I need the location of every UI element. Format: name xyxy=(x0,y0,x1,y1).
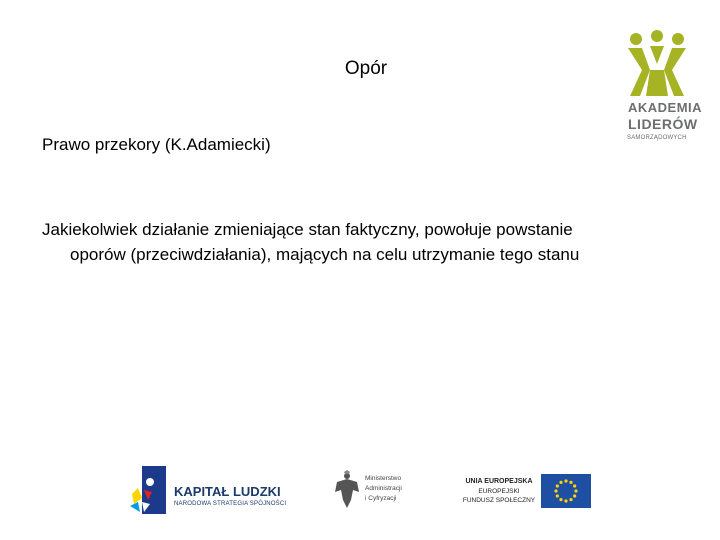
eu-star xyxy=(556,494,559,497)
eu-star xyxy=(559,481,562,484)
eu-star xyxy=(556,484,559,487)
ministerstwo-text: Ministerstwo Administracji i Cyfryzacji xyxy=(365,475,402,502)
ue-title: UNIA EUROPEJSKA xyxy=(465,478,533,485)
body-line-1: Jakiekolwiek działanie zmieniające stan faktyczny, powołuje powstanie xyxy=(42,220,573,239)
slide-subtitle: Prawo przekory (K.Adamiecki) xyxy=(42,135,271,154)
logo-text-akademia: AKADEMIA xyxy=(628,100,703,115)
body-line-2: oporów (przeciwdziałania), mających na celu utrzymanie tego stanu xyxy=(70,245,580,264)
slide-title: Opór xyxy=(344,58,388,79)
eu-star xyxy=(554,489,557,492)
eu-star xyxy=(573,484,576,487)
slide-body xyxy=(42,217,642,267)
footer-logos xyxy=(128,460,598,520)
eu-star xyxy=(573,494,576,497)
logo-text-liderow: LIDERÓW xyxy=(628,116,698,132)
kapital-ludzki-subtitle: NARODOWA STRATEGIA SPÓJNOŚCI xyxy=(174,501,287,507)
eu-star xyxy=(559,498,562,501)
eagle-emblem-icon xyxy=(333,470,361,510)
logo-text-samorzadowych: SAMORZĄDOWYCH xyxy=(627,135,687,141)
kapital-ludzki-title: KAPITAŁ LUDZKI xyxy=(174,484,281,499)
ue-subtitle-1: EUROPEJSKI xyxy=(478,488,520,495)
eu-star xyxy=(569,481,572,484)
eu-star xyxy=(569,498,572,501)
kapital-ludzki-emblem-icon xyxy=(128,464,168,516)
unia-europejska-logo xyxy=(461,474,591,510)
eu-star xyxy=(564,479,567,482)
eu-star xyxy=(574,489,577,492)
figures-icon xyxy=(620,30,695,98)
eu-flag-icon xyxy=(541,474,591,508)
ministerstwo-logo xyxy=(333,470,423,514)
kapital-ludzki-logo xyxy=(128,464,298,516)
eu-star xyxy=(564,499,567,502)
akademia-liderow-logo xyxy=(620,30,703,148)
ue-subtitle-2: FUNDUSZ SPOŁECZNY xyxy=(462,497,536,504)
